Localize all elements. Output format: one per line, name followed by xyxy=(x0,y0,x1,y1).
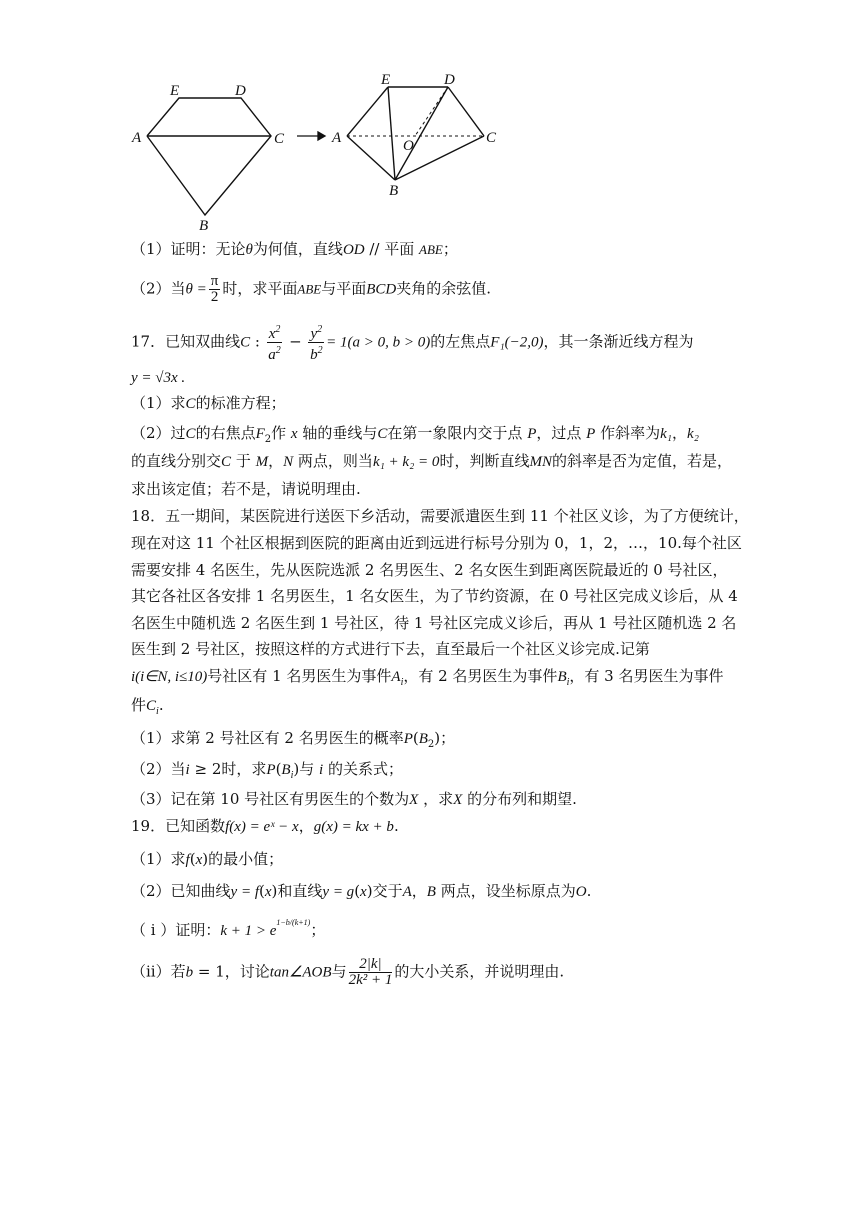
geometry-figure xyxy=(0,0,860,230)
q18-part2: （2）当i ≥ 2时，求$P(B_i)$与 i 的关系式； xyxy=(131,760,403,781)
q17-part2-line1: （2）过C的右焦点$F_2$作 x 轴的垂线与C在第一象限内交于点 P，过点 P 作斜率为k₁，k₂ xyxy=(131,424,699,445)
q18-part3: （3）记在第 10 号社区有男医生的个数为X ，求X 的分布列和期望. xyxy=(131,790,577,808)
q18-line5: 名医生中随机选 2 名医生到 1 号社区，待 1 号社区完成义诊后，再从 1 号社区随机选 2 名 xyxy=(131,614,737,632)
q19-part2: （2）已知曲线y = f(x)和直线y = g(x)交于A，B 两点，设坐标原点为O. xyxy=(131,882,592,900)
q19-part2-i: （ i ）证明：$k + 1 > e^{1-b/(k+1)}$； xyxy=(131,918,326,939)
label-right-C: C xyxy=(486,130,497,146)
q18-line2: 现在对这 11 个社区根据到医院的距离由近到远进行标号分别为 0，1，2，…，10.每个社区 xyxy=(131,534,742,552)
q18-line1: 18．五一期间，某医院进行送医下乡活动，需要派遣医生到 11 个社区义诊，为了方便统计， xyxy=(131,507,749,525)
label-right-D: D xyxy=(444,72,455,88)
ratio-fraction: $\frac{2|k|}{\text{2k² + 1}}$ xyxy=(348,956,393,988)
q17-part2-line2: 的直线分别交C 于 M，N 两点，则当k₁ + k₂ = 0时，判断直线MN的斜率是否为定值，若是， xyxy=(131,452,732,470)
figure-right-solid xyxy=(347,87,484,180)
q19-part1: （1）求f(x)的最小值； xyxy=(131,850,284,868)
q18-line4: 其它各社区各安排 1 名男医生，1 名女医生，为了节约资源，在 0 号社区完成义诊后，从 4 xyxy=(131,587,738,605)
label-right-B: B xyxy=(389,183,399,199)
q18-line8: 件$C_i$. xyxy=(131,696,164,717)
q18-line6: 医生到 2 号社区，按照这样的方式进行下去，直至最后一个社区义诊完成.记第 xyxy=(131,640,650,658)
label-left-D: D xyxy=(235,83,246,99)
q18-line3: 需要安排 4 名医生，先从医院选派 2 名男医生、2 名女医生到距离医院最近的 0 号社区， xyxy=(131,561,728,579)
label-left-A: A xyxy=(132,130,142,146)
q18-line7: i(i∈N, i≤10)号社区有 1 名男医生为事件$A_i$，有 2 名男医生为事件$B_i$，有 3 名男医生为事件 xyxy=(131,667,724,688)
figure-left-pentagon xyxy=(147,98,271,215)
q17-part2-line3: 求出该定值；若不是，请说明理由. xyxy=(131,480,361,498)
q16-part2: （2）当θ = $\frac{\pi}{2}$ 时，求平面ABE与平面BCD夹角的余弦值. xyxy=(131,273,492,305)
label-left-C: C xyxy=(274,131,285,147)
q19-part2-ii: （ii）若b = 1，讨论tan∠AOB与 $\frac{2|k|}{\text{2k² + 1}}$ 的大小关系，并说明理由. xyxy=(131,956,565,988)
arrow-icon xyxy=(297,132,325,140)
label-right-A: A xyxy=(332,130,342,146)
pi-over-2-fraction: $\frac{\pi}{2}$ xyxy=(210,273,219,305)
label-left-E: E xyxy=(170,83,180,99)
q18-part1: （1）求第 2 号社区有 2 名男医生的概率$P(B_2)$； xyxy=(131,729,456,750)
q19-statement: 19．已知函数f(x) = eˣ − x，g(x) = kx + b. xyxy=(131,817,399,835)
q16-part1: （1）证明：无论θ为何值，直线OD // 平面 ABE； xyxy=(131,240,458,258)
label-left-B: B xyxy=(199,218,209,230)
q17-part1: （1）求C的标准方程； xyxy=(131,394,286,412)
q17-statement: 17．已知双曲线C : $\frac{x^2}{a^2}$ − $\frac{y^2}{b^2}$ = 1(a > 0, b > 0)的左焦点F₁(−2,0)，其一条渐近线方程为 xyxy=(131,324,694,363)
label-right-E: E xyxy=(381,72,391,88)
q17-asymptote: y = √3x . xyxy=(131,370,186,386)
label-right-O: O xyxy=(403,138,414,154)
